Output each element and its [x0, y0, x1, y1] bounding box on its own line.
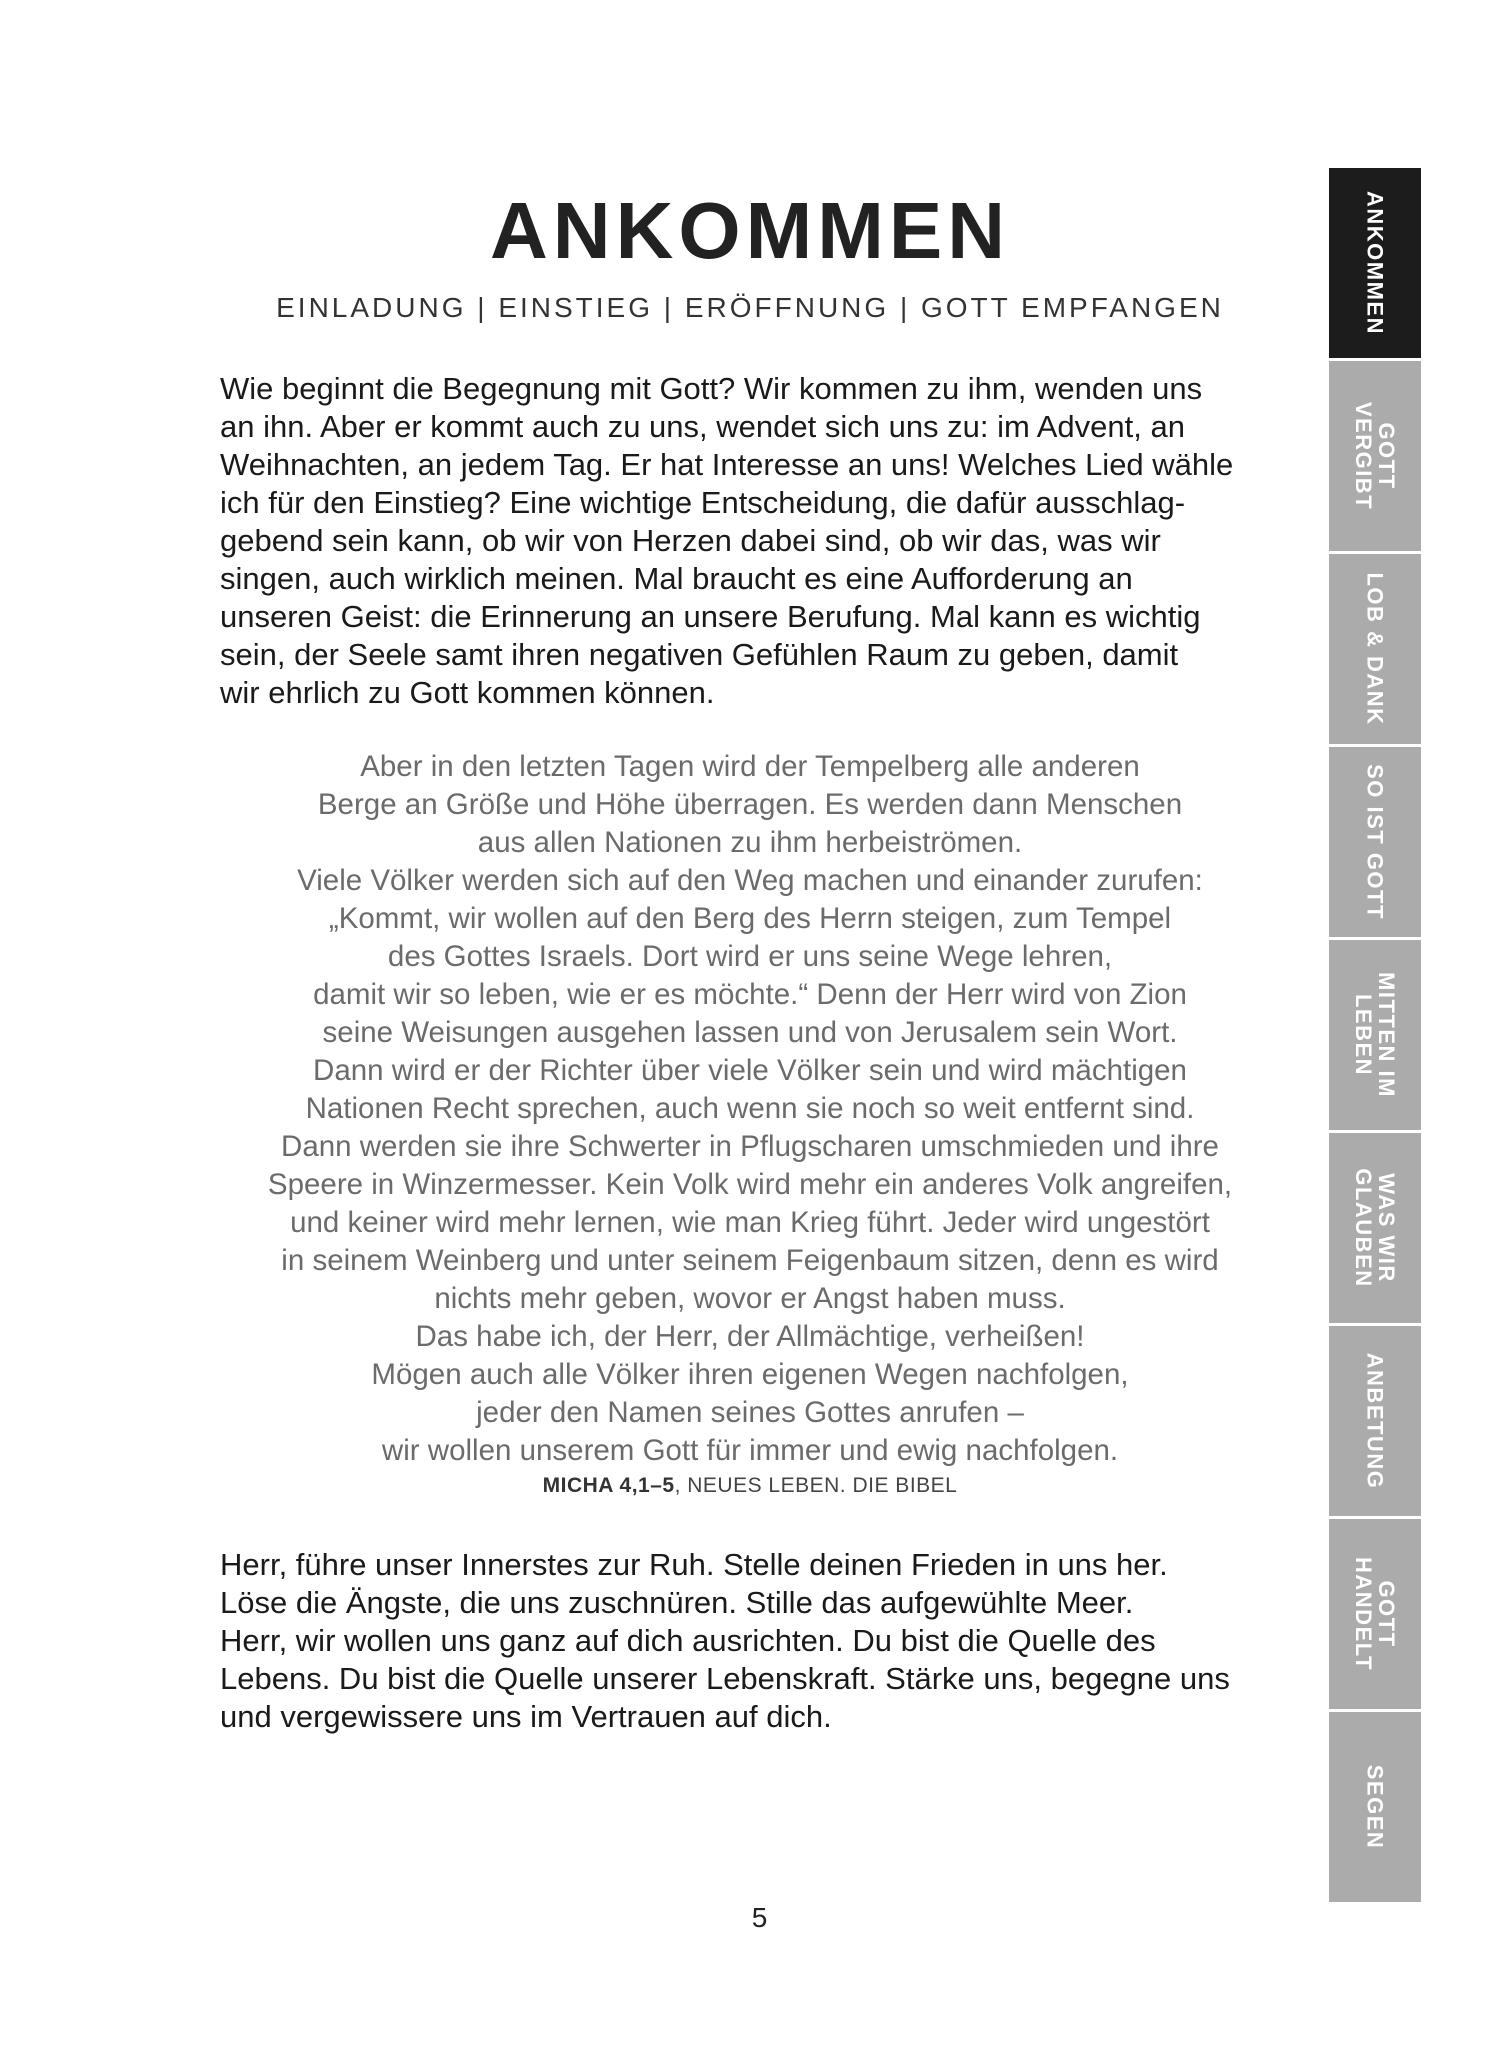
scripture-line: Aber in den letzten Tagen wird der Tempelberg alle anderen	[360, 750, 1140, 783]
scripture-line: Speere in Winzermesser. Kein Volk wird mehr ein anderes Volk angreifen,	[267, 1168, 1233, 1201]
tab-gott-vergibt[interactable]	[1329, 361, 1421, 551]
tab-label: ANKOMMEN	[1362, 191, 1388, 335]
citation-reference: MICHA 4,1–5	[542, 1474, 675, 1497]
tab-label: LOB & DANK	[1362, 572, 1388, 726]
prayer-line: Löse die Ängste, die uns zuschnüren. Stille das aufgewühlte Meer.	[220, 1585, 1134, 1620]
intro-line: singen, auch wirklich meinen. Mal braucht es eine Aufforderung an	[220, 561, 1133, 596]
intro-line: Weihnachten, an jedem Tag. Er hat Interesse an uns! Welches Lied wähle	[220, 447, 1234, 482]
chapter-tabs	[1329, 168, 1421, 1905]
intro-line: wir ehrlich zu Gott kommen können.	[220, 675, 715, 710]
page-number: 5	[751, 1902, 768, 1933]
tab-ankommen[interactable]	[1329, 168, 1421, 358]
prayer-line: Herr, führe unser Innerstes zur Ruh. Stelle deinen Frieden in uns her.	[220, 1547, 1168, 1582]
scripture-line: Dann werden sie ihre Schwerter in Pflugscharen umschmieden und ihre	[281, 1130, 1219, 1163]
scripture-line: Dann wird er der Richter über viele Völker sein und wird mächtigen	[313, 1054, 1187, 1087]
prayer-line: Herr, wir wollen uns ganz auf dich ausrichten. Du bist die Quelle des	[220, 1623, 1156, 1658]
tab-mitten-im-leben[interactable]	[1329, 940, 1421, 1130]
tab-lob-dank[interactable]	[1329, 554, 1421, 744]
tab-segen[interactable]	[1329, 1712, 1421, 1902]
tab-label: MITTEN IM LEBEN	[1351, 972, 1399, 1098]
scripture-line: Berge an Größe und Höhe überragen. Es werden dann Menschen	[317, 788, 1183, 821]
tab-label: SO IST GOTT	[1362, 764, 1388, 920]
page-title: ANKOMMEN	[490, 186, 1010, 275]
scripture-line: nichts mehr geben, wovor er Angst haben muss.	[434, 1282, 1066, 1315]
tab-so-ist-gott[interactable]	[1329, 747, 1421, 937]
scripture-line: jeder den Namen seines Gottes anrufen –	[476, 1396, 1024, 1429]
scripture-line: des Gottes Israels. Dort wird er uns seine Wege lehren,	[387, 940, 1113, 973]
intro-paragraph	[220, 370, 1280, 712]
scripture-line: damit wir so leben, wie er es möchte.“ Denn der Herr wird von Zion	[313, 978, 1187, 1011]
page-subtitle: EINLADUNG | EINSTIEG | ERÖFFNUNG | GOTT EMPFANGEN	[276, 292, 1224, 323]
scripture-line: aus allen Nationen zu ihm herbeiströmen.	[477, 826, 1023, 859]
scripture-line: Mögen auch alle Völker ihren eigenen Wegen nachfolgen,	[371, 1358, 1129, 1391]
scripture-line: wir wollen unserem Gott für immer und ewig nachfolgen.	[381, 1434, 1119, 1467]
scripture-line: seine Weisungen ausgehen lassen und von Jerusalem sein Wort.	[322, 1016, 1178, 1049]
scripture-citation	[220, 1474, 1280, 1498]
prayer-line: Lebens. Du bist die Quelle unserer Lebenskraft. Stärke uns, begegne uns	[220, 1661, 1230, 1696]
intro-line: an ihn. Aber er kommt auch zu uns, wendet sich uns zu: im Advent, an	[220, 409, 1185, 444]
scripture-line: Das habe ich, der Herr, der Allmächtige, verheißen!	[415, 1320, 1085, 1353]
scripture-quote	[220, 748, 1280, 1470]
tab-label: SEGEN	[1362, 1764, 1388, 1850]
intro-line: unseren Geist: die Erinnerung an unsere Berufung. Mal kann es wichtig	[220, 599, 1201, 634]
intro-line: sein, der Seele samt ihren negativen Gefühlen Raum zu geben, damit	[220, 637, 1179, 672]
tab-label: GOTT VERGIBT	[1351, 401, 1399, 511]
tab-label: WAS WIR GLAUBEN	[1351, 1168, 1399, 1288]
scripture-line: „Kommt, wir wollen auf den Berg des Herrn steigen, zum Tempel	[328, 902, 1172, 935]
scripture-line: in seinem Weinberg und unter seinem Feigenbaum sitzen, denn es wird	[281, 1244, 1219, 1277]
tab-gott-handelt[interactable]	[1329, 1519, 1421, 1709]
tab-was-wir-glauben[interactable]	[1329, 1133, 1421, 1323]
prayer-line: und vergewissere uns im Vertrauen auf dich.	[220, 1699, 832, 1734]
intro-line: ich für den Einstieg? Eine wichtige Entscheidung, die dafür ausschlag-	[220, 485, 1186, 520]
citation-source: , NEUES LEBEN. DIE BIBEL	[674, 1474, 958, 1497]
prayer-paragraph	[220, 1546, 1280, 1736]
tab-label: ANBETUNG	[1362, 1352, 1388, 1490]
scripture-line: Viele Völker werden sich auf den Weg machen und einander zurufen:	[297, 864, 1203, 897]
scripture-line: Nationen Recht sprechen, auch wenn sie noch so weit entfernt sind.	[305, 1092, 1195, 1125]
intro-line: Wie beginnt die Begegnung mit Gott? Wir kommen zu ihm, wenden uns	[220, 371, 1203, 406]
tab-label: GOTT HANDELT	[1351, 1557, 1399, 1671]
scripture-line: und keiner wird mehr lernen, wie man Krieg führt. Jeder wird ungestört	[290, 1206, 1210, 1239]
intro-line: gebend sein kann, ob wir von Herzen dabei sind, ob wir das, was wir	[220, 523, 1161, 558]
tab-anbetung[interactable]	[1329, 1326, 1421, 1516]
